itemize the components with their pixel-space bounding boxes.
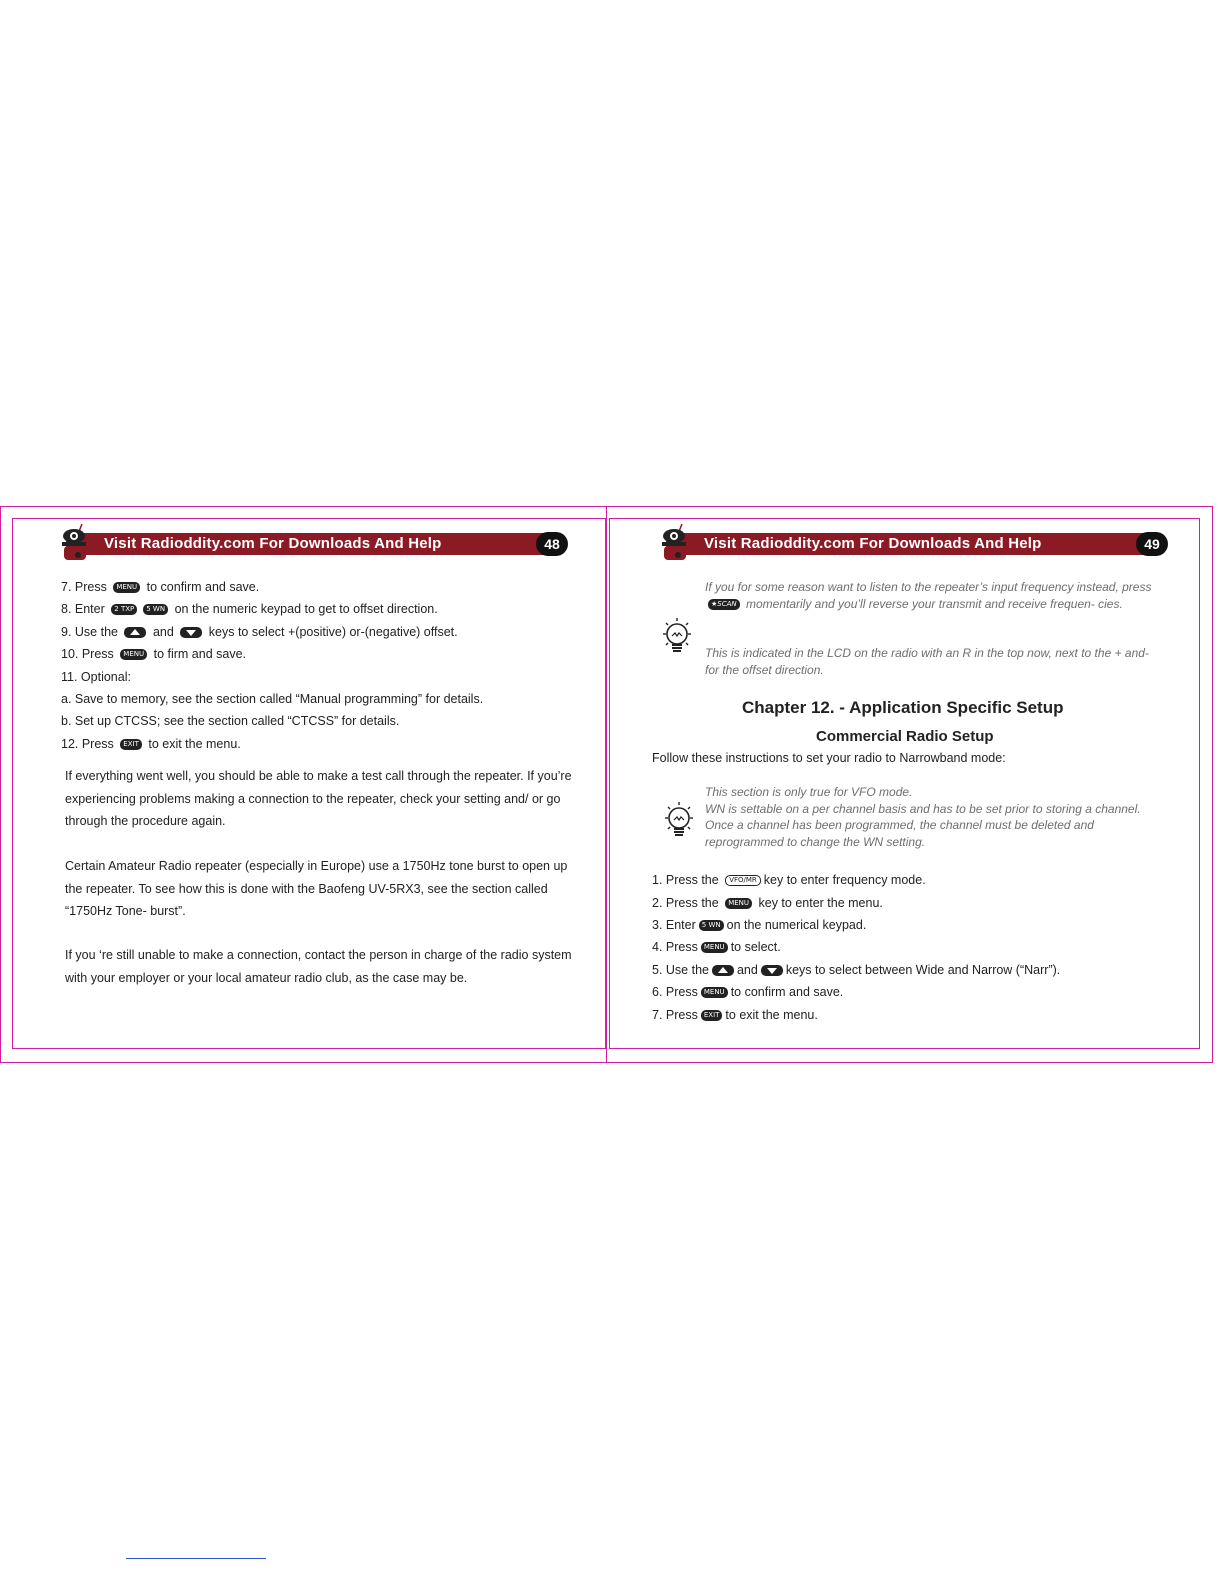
- right-step-6: 6. Press MENU to confirm and save.: [652, 985, 844, 999]
- menu-key-icon: MENU: [113, 582, 140, 593]
- radioddity-robot-logo-icon: [660, 522, 694, 562]
- right-step-7: 7. Press EXIT to exit the menu.: [652, 1008, 818, 1022]
- key-2-txp-icon: 2 TXP: [111, 604, 137, 615]
- down-arrow-key-icon: [180, 627, 202, 638]
- banner-text: Visit Radioddity.com For Downloads And Help: [104, 535, 442, 552]
- key-5-wn-icon: 5 WN: [143, 604, 168, 615]
- page-divider: [606, 506, 607, 1062]
- step-7: 7. Press MENU to confirm and save.: [61, 580, 260, 594]
- step-10: 10. Press MENU to firm and save.: [61, 647, 247, 661]
- step-11b: b. Set up CTCSS; see the section called “CTCSS” for details.: [61, 714, 400, 728]
- exit-key-icon: EXIT: [120, 739, 142, 750]
- right-step-5: 5. Use the and keys to select between Wide and Narrow (“Narr”).: [652, 963, 1061, 977]
- up-arrow-key-icon: [712, 965, 734, 976]
- right-step-4: 4. Press MENU to select.: [652, 940, 781, 954]
- page-number: 49: [1136, 532, 1168, 556]
- menu-key-icon: MENU: [725, 898, 752, 909]
- page-number: 48: [536, 532, 568, 556]
- tip-reverse-frequency: If you for some reason want to listen to the repeater’s input frequency instead, press ★SCAN momentarily and you’ll reverse your transmit and receive frequen- cies.: [705, 580, 1152, 611]
- step-11a: a. Save to memory, see the section called “Manual programming” for details.: [61, 692, 484, 706]
- right-step-1: 1. Press the VFO/MR key to enter frequency mode.: [652, 873, 926, 887]
- step-8: 8. Enter 2 TXP 5 WN on the numeric keypad to get to offset direction.: [61, 602, 438, 616]
- right-header-banner: [666, 533, 1166, 555]
- key-5-wn-icon: 5 WN: [699, 920, 724, 931]
- paragraph-contact: If you ‘re still unable to make a connection, contact the person in charge of the radio system with your employer or your local amateur radio club, as the case may be.: [65, 948, 572, 985]
- paragraph-tone-burst: Certain Amateur Radio repeater (especially in Europe) use a 1750Hz tone burst to open up the repeater. To see how this is done with the Baofeng UV-5RX3, see the section called “1750Hz Tone- burst”.: [65, 859, 568, 918]
- exit-key-icon: EXIT: [701, 1010, 723, 1021]
- lightbulb-tip-icon: [659, 616, 695, 658]
- lightbulb-tip-icon: [661, 800, 697, 842]
- step-12: 12. Press EXIT to exit the menu.: [61, 737, 241, 751]
- down-arrow-key-icon: [761, 965, 783, 976]
- step-9: 9. Use the and keys to select +(positive) or-(negative) offset.: [61, 625, 458, 639]
- menu-key-icon: MENU: [701, 987, 728, 998]
- footer-rule: [126, 1558, 266, 1559]
- step-11: 11. Optional:: [61, 670, 131, 684]
- radioddity-robot-logo-icon: [60, 522, 94, 562]
- paragraph-test-call: If everything went well, you should be able to make a test call through the repeater. If you’re experiencing problems making a connection to the repeater, check your setting and/ or go through the procedure again.: [65, 769, 572, 828]
- section-intro: Follow these instructions to set your radio to Narrowband mode:: [652, 751, 1006, 765]
- chapter-title: Chapter 12. - Application Specific Setup: [742, 698, 1064, 717]
- banner-text: Visit Radioddity.com For Downloads And Help: [704, 535, 1042, 552]
- vfo-mr-key-icon: VFO/MR: [725, 875, 761, 886]
- up-arrow-key-icon: [124, 627, 146, 638]
- tip-lcd-indicator: This is indicated in the LCD on the radio with an R in the top now, next to the + and- for the offset direction.: [705, 646, 1149, 677]
- right-step-2: 2. Press the MENU key to enter the menu.: [652, 896, 883, 910]
- right-step-3: 3. Enter 5 WN on the numerical keypad.: [652, 918, 867, 932]
- section-title: Commercial Radio Setup: [816, 728, 994, 745]
- left-header-banner: [66, 533, 566, 555]
- menu-key-icon: MENU: [120, 649, 147, 660]
- scan-key-icon: ★SCAN: [708, 599, 740, 610]
- menu-key-icon: MENU: [701, 942, 728, 953]
- tip-vfo-only: This section is only true for VFO mode. WN is settable on a per channel basis and has to be set prior to storing a channel. Once a channel has been programmed, the channel must be deleted and reprogrammed to change the WN setting.: [705, 785, 1141, 849]
